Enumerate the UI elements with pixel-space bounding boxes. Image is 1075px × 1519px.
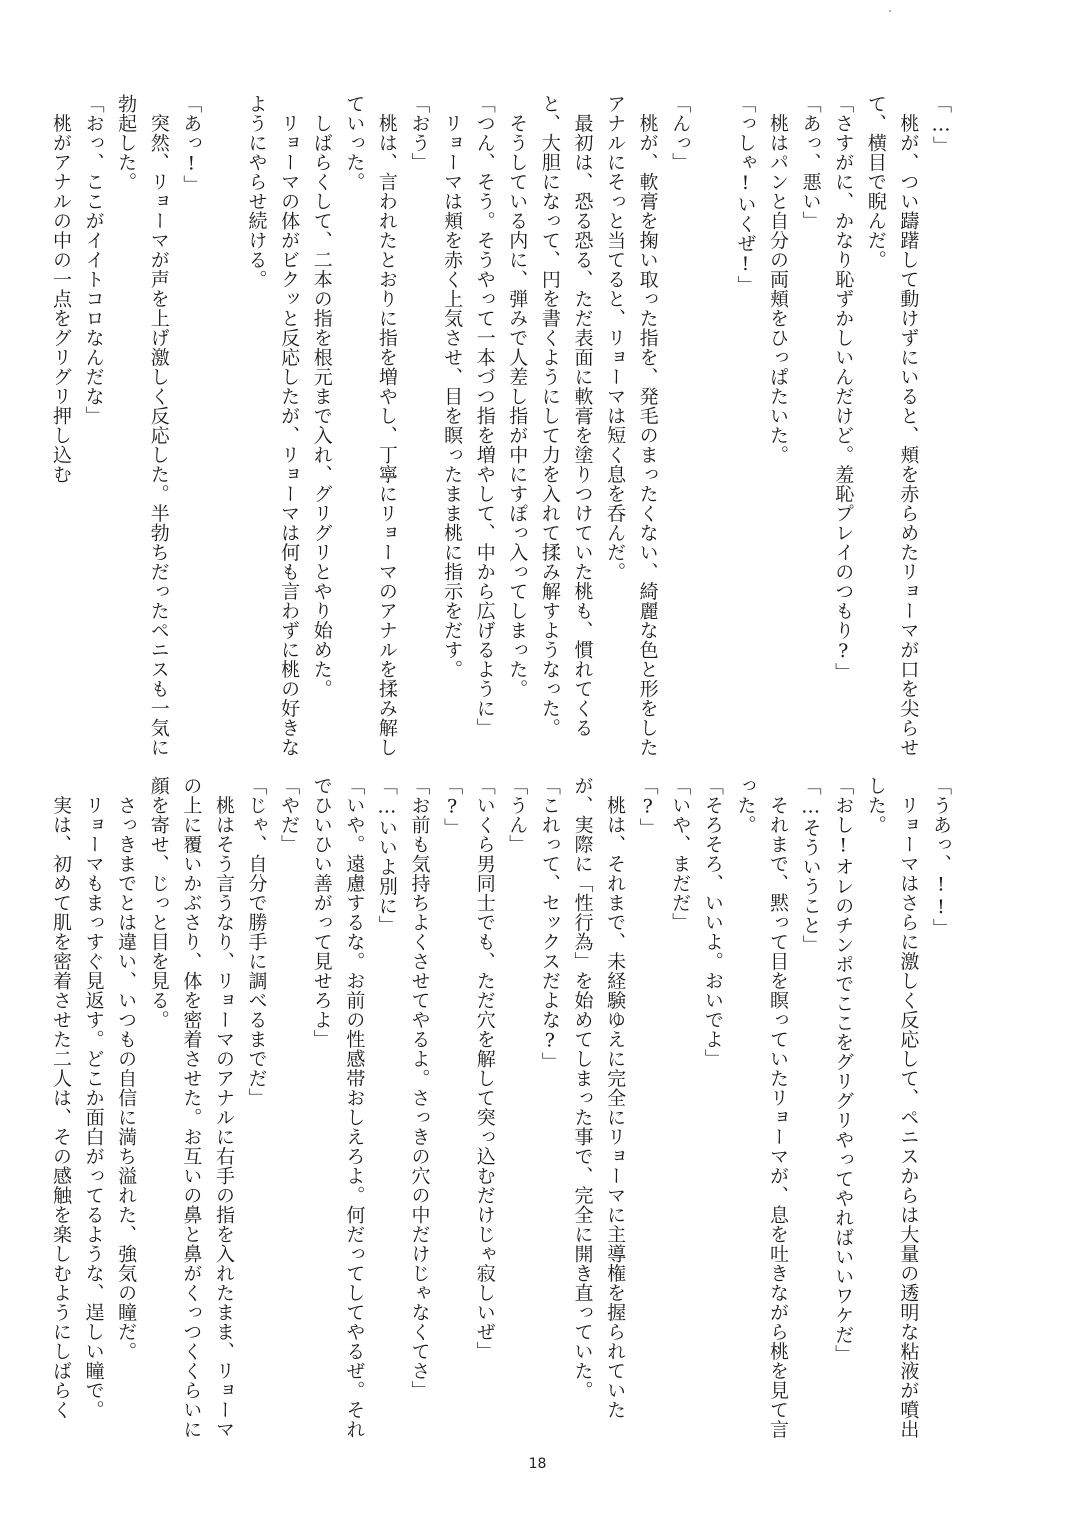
text-line: 「そろそろ、いいよ。おいでよ」	[701, 776, 724, 1069]
text-line: 「いくら男同士でも、ただ穴を解して突っ込むだけじゃ寂しいぜ」	[473, 776, 496, 1361]
text-line: 「おう」	[408, 94, 431, 172]
text-line: そうしている内に、弾みで人差し指が中にすぽっ入ってしまった。	[506, 94, 529, 699]
text-line: 「じゃ、自分で勝手に調べるまでだ」	[245, 776, 268, 1108]
text-line: 桃はそう言うなり、リョーマのアナルに右手の指を入れたまま、リョーマ	[212, 776, 235, 1439]
text-line: 「つん、そう。そうやって一本づつ指を増やして、中から広げるように」	[473, 94, 496, 738]
text-line: 「うん」	[506, 776, 529, 854]
text-line: て、横目で睨んだ。	[864, 94, 887, 270]
text-line: 「?」	[636, 776, 659, 838]
text-line: 桃は、それまで、未経験ゆえに完全にリョーマに主導権を握られていた	[604, 776, 627, 1420]
text-line: 桃は、言われたとおりに指を増やし、丁寧にリョーマのアナルを揉み解し	[375, 94, 398, 757]
text-line: リョーマは頬を赤く上気させ、目を瞑ったまま桃に指示をだす。	[441, 94, 464, 679]
text-line: リョーマもまっすぐ見返す。どこか面白がってるような、逞しい瞳で。	[82, 776, 105, 1420]
text-line: 桃はパンと自分の両頬をひっぱたいた。	[767, 94, 790, 465]
text-line: それまで、黙って目を瞑っていたリョーマが、息を吐きながら桃を見て言	[767, 776, 790, 1439]
text-line: さっきまでとは違い、いつもの自信に満ち溢れた、強気の瞳だ。	[115, 776, 138, 1361]
text-line: 「お前も気持ちよくさせてやるよ。さっきの穴の中だけじゃなくてさ」	[408, 776, 431, 1400]
text-line: 桃が、軟膏を掬い取った指を、発毛のまったくない、綺麗な色と形をした	[636, 94, 659, 757]
upper-text-block	[49, 94, 957, 757]
text-line: 最初は、恐る恐る、ただ表面に軟膏を塗りつけていた桃も、慣れてくる	[571, 94, 594, 738]
text-line: でひいひい善がって見せろよ」	[310, 776, 333, 1049]
scan-speck	[889, 10, 891, 12]
text-line: 「おし!オレのチンポでここをグリグリやってやればいいワケだ」	[832, 776, 855, 1364]
text-line: った。	[734, 776, 757, 835]
text-line: リョーマの体がビクッと反応したが、リョーマは何も言わずに桃の好きな	[278, 94, 301, 757]
text-line: の上に覆いかぶさり、体を密着させた。お互いの鼻と鼻がくっつくくらいに	[180, 776, 203, 1439]
text-line: 「やだ」	[278, 776, 301, 854]
text-line: しばらくして、二本の指を根元まで入れ、グリグリとやり始めた。	[310, 94, 333, 699]
text-line: 「?」	[441, 776, 464, 838]
text-line: アナルにそっと当てると、リョーマは短く息を呑んだ。	[604, 94, 627, 582]
page-number: 18	[528, 1456, 547, 1472]
text-line: 「おっ、ここがイイトコロなんだな」	[82, 94, 105, 426]
text-line: 顔を寄せ、じっと目を見る。	[147, 776, 170, 1030]
text-line: が、実際に「性行為」を始めてしまった事で、完全に開き直っていた。	[571, 776, 594, 1400]
text-line: 「…そういうこと」	[799, 776, 822, 955]
text-line: 「…いいよ別に」	[375, 776, 398, 935]
text-line: リョーマはさらに激しく反応して、ペニスからは大量の透明な粘液が噴出	[897, 776, 920, 1439]
text-line: 「あっ!」	[180, 94, 203, 195]
text-line: 桃がアナルの中の一点をグリグリ押し込む	[49, 94, 72, 484]
text-line: 勃起した。	[115, 94, 138, 192]
text-line: 「これって、セックスだよな?」	[538, 776, 561, 1072]
text-line: ていった。	[343, 94, 366, 192]
text-line: 「うあっ、!!」	[930, 776, 952, 938]
text-line: した。	[864, 776, 887, 835]
text-line	[207, 94, 240, 714]
text-line: 「んっ」	[669, 94, 692, 172]
text-line: と、大胆になって、円を書くようにして力を入れて揉み解すようなった。	[538, 94, 561, 738]
text-line: 「あっ、悪い」	[799, 94, 822, 231]
text-line: 「っしゃ!いくぜ!」	[734, 94, 757, 295]
text-line: ようにやらせ続ける。	[245, 94, 268, 289]
text-line: 「いや、まだだ」	[669, 776, 692, 932]
text-line: 桃が、つい躊躇して動けずにいると、頬を赤らめたリョーマが口を尖らせ	[897, 94, 920, 757]
text-line: 「…」	[930, 94, 952, 156]
text-line: 突然、リョーマが声を上げ激しく反応した。半勃ちだったペニスも一気に	[147, 94, 170, 757]
lower-text-block	[49, 776, 957, 1439]
text-line: 「さすがに、かなり恥ずかしいんだけど。羞恥プレイのつもり?」	[832, 94, 855, 682]
text-line: 「いや。遠慮するな。お前の性感帯おしえろよ。何だってしてやるぜ。それ	[343, 776, 366, 1439]
text-line	[696, 94, 729, 714]
text-line: 実は、初めて肌を密着させた二人は、その感触を楽しむようにしばらく	[49, 776, 72, 1420]
